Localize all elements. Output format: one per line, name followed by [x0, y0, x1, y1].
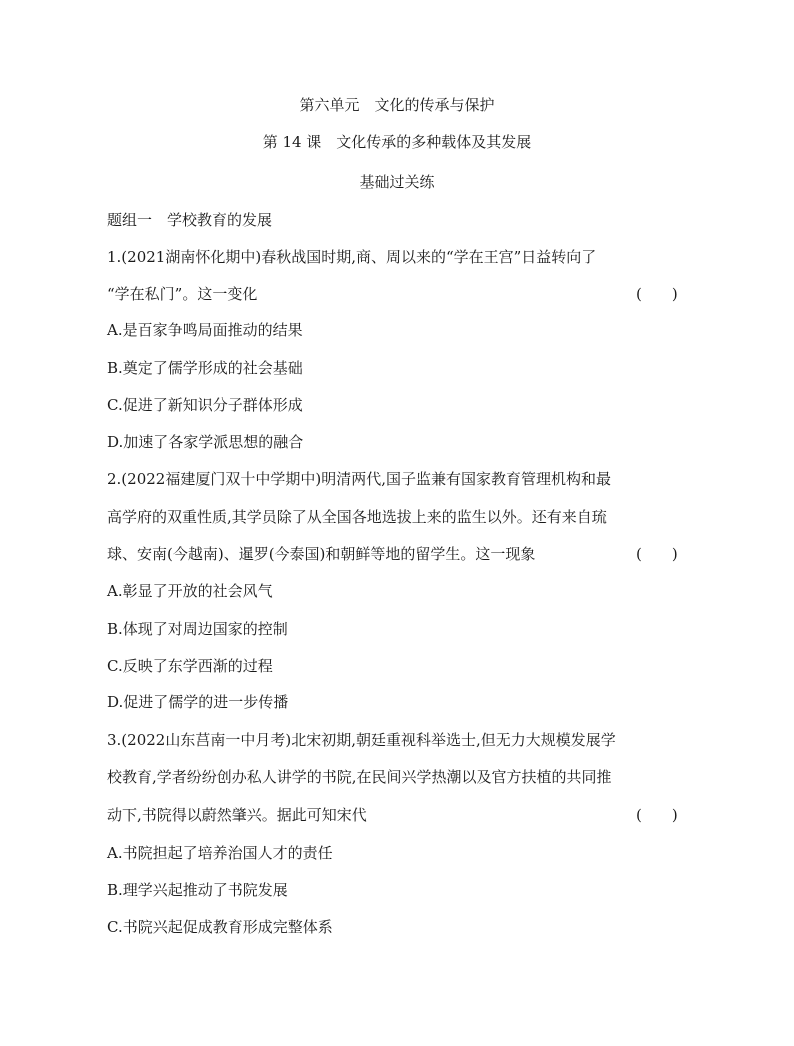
question-2-option-a: A.彰显了开放的社会风气 [107, 582, 273, 600]
question-1-answer-bracket: ( ) [636, 285, 678, 303]
question-1-option-a: A.是百家争鸣局面推动的结果 [107, 321, 303, 339]
question-3-stem-line-1: 3.(2022山东莒南一中月考)北宋初期,朝廷重视科举选士,但无力大规模发展学 [107, 731, 616, 749]
question-2-option-b: B.体现了对周边国家的控制 [107, 620, 288, 638]
question-1-option-c: C.促进了新知识分子群体形成 [107, 396, 303, 414]
question-3-option-a: A.书院担起了培养治国人才的责任 [107, 844, 333, 862]
question-2-option-d: D.促进了儒学的进一步传播 [107, 693, 289, 711]
question-2-stem-line-1: 2.(2022福建厦门双十中学期中)明清两代,国子监兼有国家教育管理机构和最 [107, 470, 611, 488]
question-3-option-b: B.理学兴起推动了书院发展 [107, 881, 288, 899]
question-1-stem-line-1: 1.(2021湖南怀化期中)春秋战国时期,商、周以来的“学在王宫”日益转向了 [107, 248, 597, 266]
question-1-option-b: B.奠定了儒学形成的社会基础 [107, 359, 303, 377]
section-title: 基础过关练 [359, 173, 435, 191]
question-1-stem-line-2: “学在私门”。这一变化 [107, 285, 258, 303]
question-3-answer-bracket: ( ) [636, 806, 678, 824]
lesson-title: 第 14 课 文化传承的多种载体及其发展 [262, 133, 532, 151]
question-2-option-c: C.反映了东学西渐的过程 [107, 657, 273, 675]
question-3-stem-line-3: 动下,书院得以蔚然肇兴。据此可知宋代 [107, 806, 367, 824]
question-2-stem-line-2: 高学府的双重性质,其学员除了从全国各地选拔上来的监生以外。还有来自琉 [107, 508, 607, 526]
question-3-option-c: C.书院兴起促成教育形成完整体系 [107, 918, 333, 936]
question-1-option-d: D.加速了各家学派思想的融合 [107, 433, 304, 451]
question-2-stem-line-3: 球、安南(今越南)、暹罗(今泰国)和朝鲜等地的留学生。这一现象 [107, 545, 536, 563]
question-3-stem-line-2: 校教育,学者纷纷创办私人讲学的书院,在民间兴学热潮以及官方扶植的共同推 [107, 768, 612, 786]
unit-title: 第六单元 文化的传承与保护 [299, 96, 495, 114]
question-group-title: 题组一 学校教育的发展 [107, 211, 273, 229]
question-2-answer-bracket: ( ) [636, 545, 678, 563]
